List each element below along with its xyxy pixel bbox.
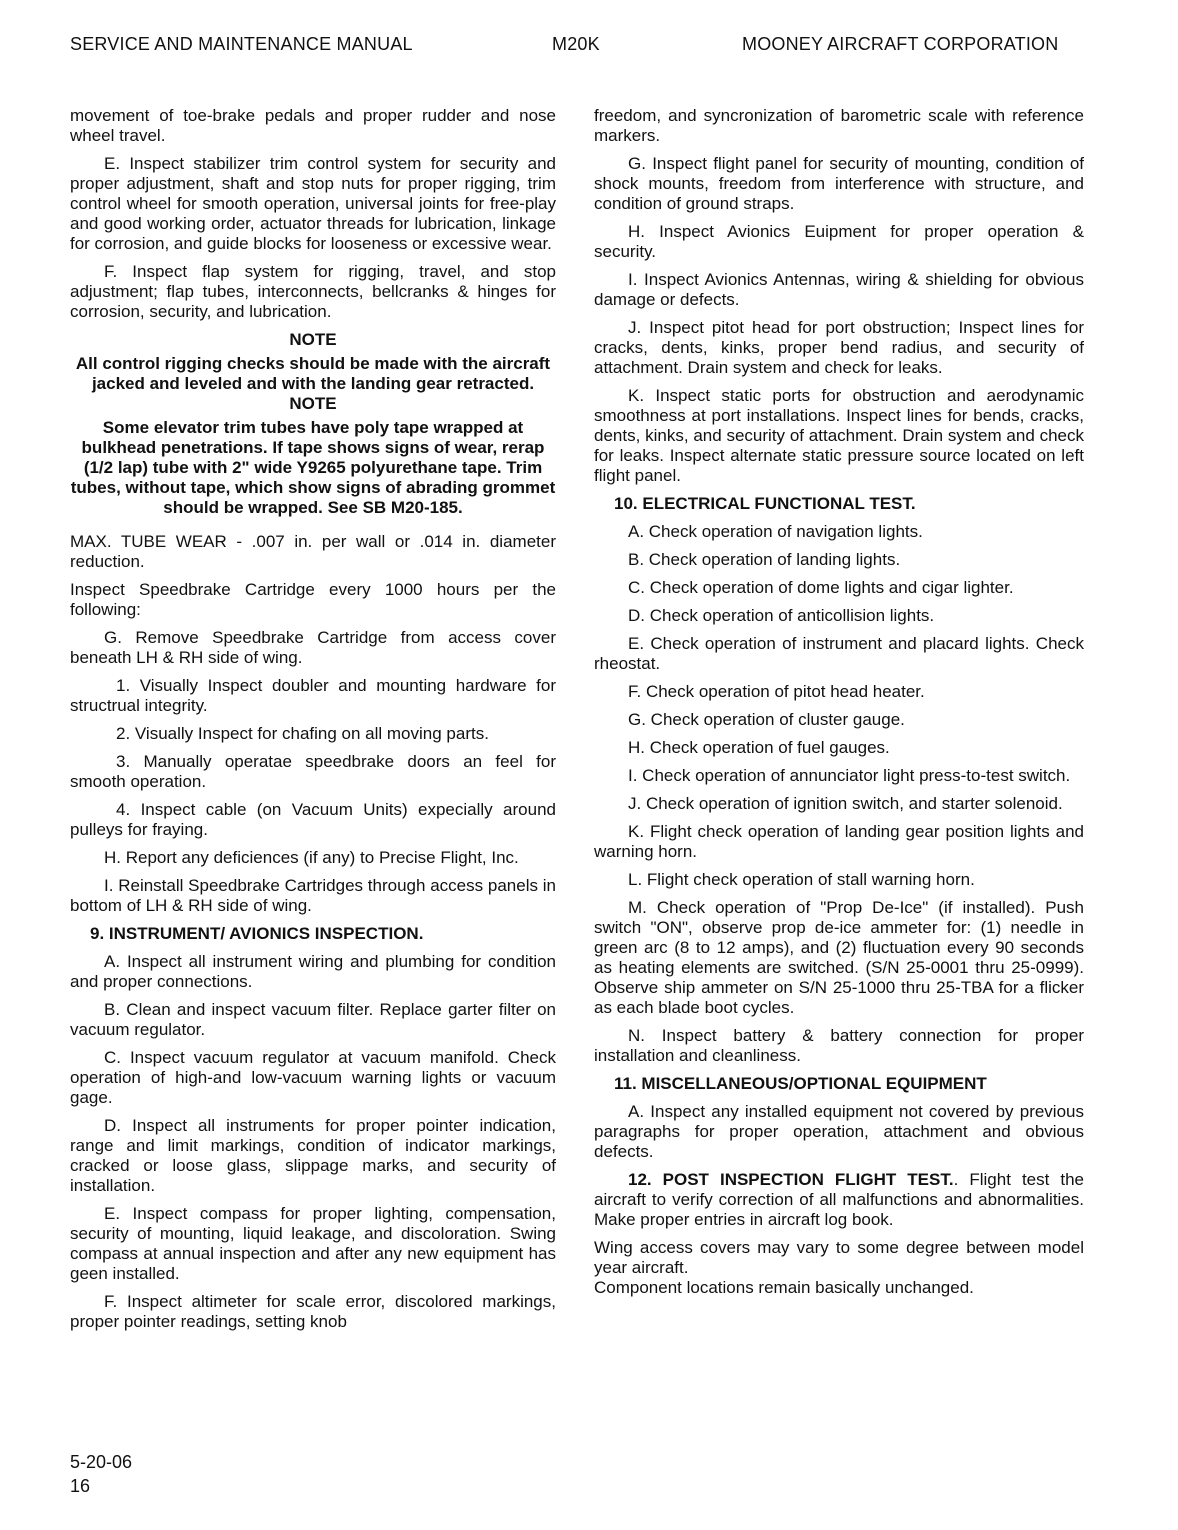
header-company: MOONEY AIRCRAFT CORPORATION	[742, 34, 1059, 54]
list-item: I. Check operation of annunciator light press-to-test switch.	[628, 766, 1071, 785]
paragraph: Inspect Speedbrake Cartridge every 1000 hours per the following:	[70, 580, 556, 619]
list-item: N. Inspect battery & battery connection for proper installation and cleanliness.	[594, 1026, 1084, 1065]
paragraph: G. Inspect flight panel for security of mounting, condition of shock mounts, freedom from interference with structure, and condition of ground straps.	[594, 154, 1084, 213]
paragraph: H. Report any deficiences (if any) to Precise Flight, Inc.	[104, 848, 519, 867]
section-heading: 12. POST INSPECTION FLIGHT TEST.	[628, 1170, 954, 1189]
paragraph: K. Inspect static ports for obstruction and aerodynamic smoothness at port installations. Inspect lines for bends, cracks, dents, kinks, and security of attachment. Drain system and check for leaks. Inspect alternate static pressure source located on left flight panel.	[594, 386, 1084, 485]
list-item: J. Check operation of ignition switch, and starter solenoid.	[628, 794, 1063, 813]
paragraph: 1. Visually Inspect doubler and mounting hardware for structrual integrity.	[70, 676, 556, 715]
list-item: A. Check operation of navigation lights.	[628, 522, 923, 541]
paragraph: 3. Manually operatae speedbrake doors an feel for smooth operation.	[70, 752, 556, 791]
paragraph: 4. Inspect cable (on Vacuum Units) expecially around pulleys for fraying.	[70, 800, 556, 839]
paragraph: 2. Visually Inspect for chafing on all moving parts.	[116, 724, 489, 743]
paragraph: A. Inspect all instrument wiring and plumbing for condition and proper connections.	[70, 952, 556, 991]
paragraph: freedom, and syncronization of barometric scale with reference markers.	[594, 106, 1084, 145]
list-item: B. Check operation of landing lights.	[628, 550, 901, 569]
left-column	[70, 106, 556, 1340]
paragraph: H. Inspect Avionics Euipment for proper operation & security.	[594, 222, 1084, 261]
list-item: M. Check operation of "Prop De-Ice" (if installed). Push switch "ON", observe prop de-ice ammeter for: (1) needle in green arc (8 to 12 amps), and (2) fluctuation every 90 seconds as heating elements are switched. (S/N 25-0001 thru 25-0999). Observe ship ammeter on S/N 25-1000 thru 25-TBA for a flicker as each blade boot cycles.	[594, 898, 1084, 1017]
paragraph: E. Inspect compass for proper lighting, compensation, security of mounting, liquid leakage, and discoloration. Swing compass at annual inspection and after any new equipment has geen installed.	[70, 1204, 556, 1283]
section-heading: 10. ELECTRICAL FUNCTIONAL TEST.	[614, 494, 916, 513]
list-item: K. Flight check operation of landing gear position lights and warning horn.	[594, 822, 1084, 861]
paragraph: D. Inspect all instruments for proper pointer indication, range and limit markings, condition of indicator markings, cracked or loose glass, slippage marks, and security of installation.	[70, 1116, 556, 1195]
note-title: NOTE	[289, 394, 337, 413]
list-item: H. Check operation of fuel gauges.	[628, 738, 890, 757]
paragraph: A. Inspect any installed equipment not covered by previous paragraphs for proper operation, attachment and obvious defects.	[594, 1102, 1084, 1161]
paragraph: E. Inspect stabilizer trim control system for security and proper adjustment, shaft and stop nuts for proper rigging, trim control wheel for smooth operation, universal joints for free-play and good working order, actuator threads for lubrication, linkage for corrosion, and guide blocks for looseness or excessive wear.	[70, 154, 556, 253]
paragraph: I. Inspect Avionics Antennas, wiring & shielding for obvious damage or defects.	[594, 270, 1084, 309]
paragraph: G. Remove Speedbrake Cartridge from access cover beneath LH & RH side of wing.	[70, 628, 556, 667]
list-item: L. Flight check operation of stall warning horn.	[628, 870, 975, 889]
paragraph: movement of toe-brake pedals and proper rudder and nose wheel travel.	[70, 106, 556, 145]
section-heading: 11. MISCELLANEOUS/OPTIONAL EQUIPMENT	[614, 1074, 987, 1093]
paragraph: Wing access covers may vary to some degree between model year aircraft.	[594, 1238, 1084, 1277]
paragraph: J. Inspect pitot head for port obstruction; Inspect lines for cracks, dents, kinks, proper bend radius, and security of attachment. Drain system and check for leaks.	[594, 318, 1084, 377]
section-heading: 9. INSTRUMENT/ AVIONICS INSPECTION.	[90, 924, 424, 943]
list-item: C. Check operation of dome lights and cigar lighter.	[628, 578, 1014, 597]
paragraph: Component locations remain basically unchanged.	[594, 1278, 974, 1297]
right-column	[594, 106, 1084, 1306]
paragraph: B. Clean and inspect vacuum filter. Replace garter filter on vacuum regulator.	[70, 1000, 556, 1039]
page-number: 16	[70, 1476, 91, 1496]
list-item: F. Check operation of pitot head heater.	[628, 682, 925, 701]
footer-date: 5-20-06	[70, 1452, 133, 1472]
header-model: M20K	[552, 34, 600, 54]
note-body: All control rigging checks should be made with the aircraft jacked and leveled and with the landing gear retracted.	[75, 354, 551, 393]
note-body: Some elevator trim tubes have poly tape wrapped at bulkhead penetrations. If tape shows signs of wear, rerap (1/2 lap) tube with 2" wide Y9265 polyurethane tape. Trim tubes, without tape, which show signs of abrading grommet should be wrapped. See SB M20-185.	[70, 418, 556, 517]
paragraph: F. Inspect altimeter for scale error, discolored markings, proper pointer readings, setting knob	[70, 1292, 556, 1331]
paragraph: C. Inspect vacuum regulator at vacuum manifold. Check operation of high-and low-vacuum warning lights or vacuum gage.	[70, 1048, 556, 1107]
list-item: D. Check operation of anticollision lights.	[628, 606, 935, 625]
paragraph: MAX. TUBE WEAR - .007 in. per wall or .014 in. diameter reduction.	[70, 532, 556, 571]
list-item: E. Check operation of instrument and placard lights. Check rheostat.	[594, 634, 1084, 673]
list-item: G. Check operation of cluster gauge.	[628, 710, 905, 729]
header-manual-title: SERVICE AND MAINTENANCE MANUAL	[70, 34, 413, 54]
section-text: . Flight test the aircraft to verify correction of all malfunctions and abnormalities. Make proper entries in aircraft log book.	[594, 1170, 1085, 1229]
paragraph: F. Inspect flap system for rigging, travel, and stop adjustment; flap tubes, interconnects, bellcranks & hinges for corrosion, security, and lubrication.	[70, 262, 556, 321]
note-title: NOTE	[289, 330, 337, 349]
paragraph: I. Reinstall Speedbrake Cartridges through access panels in bottom of LH & RH side of wing.	[70, 876, 556, 915]
paragraph	[594, 1170, 1084, 1230]
